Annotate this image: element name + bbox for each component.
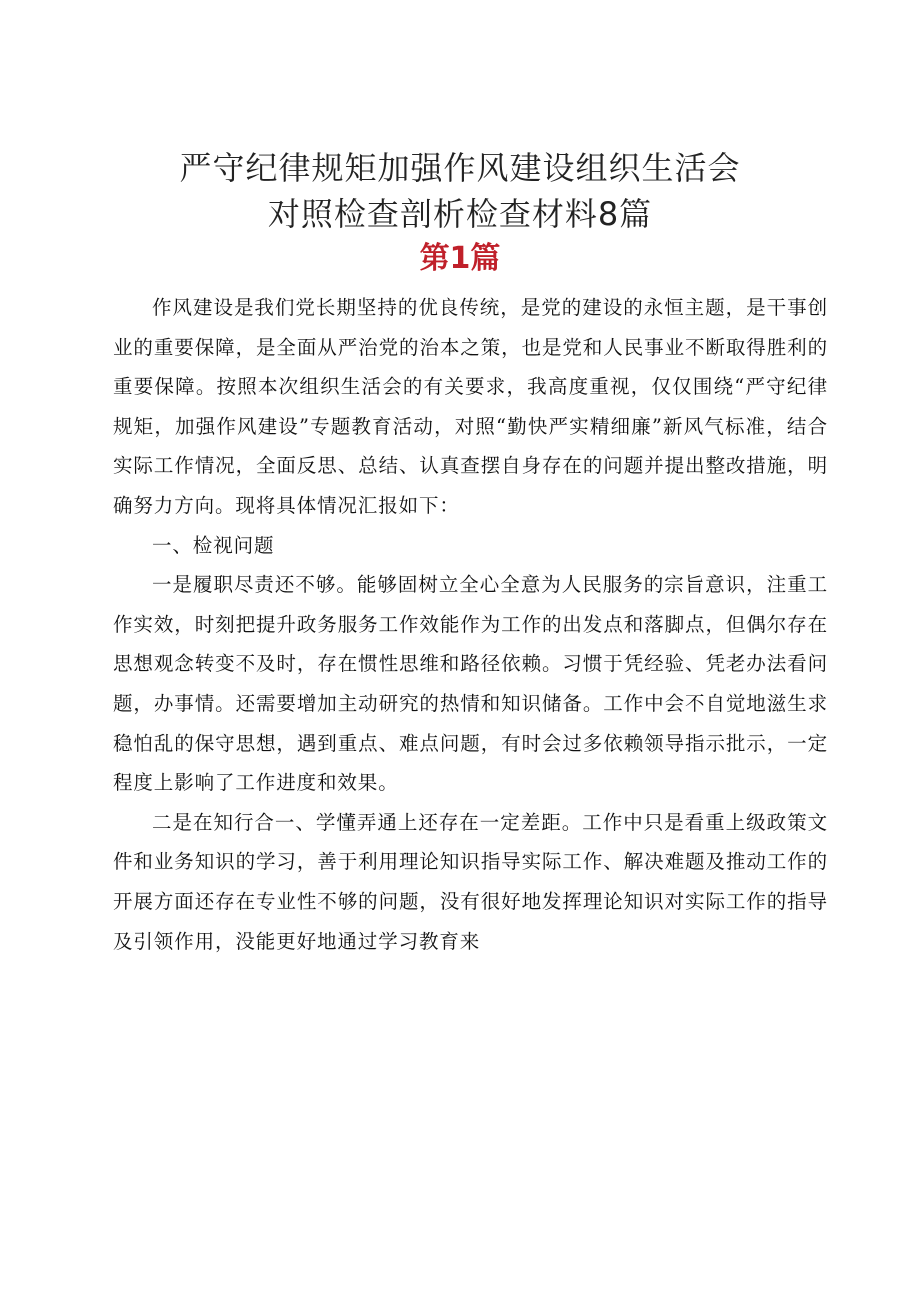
document-title-line-2: 对照检查剖析检查材料8篇: [267, 195, 653, 233]
section-heading: 一、检视问题: [152, 533, 275, 557]
paragraph-issue-1: 一是履职尽责还不够。能够固树立全心全意为人民服务的宗旨意识，注重工作实效，时刻把提升政务服务工作效能作为工作的出发点和落脚点，但偶尔存在思想观念转变不及时，存在惯性思维和路径依赖。习惯于凭经验、凭老办法看问题，办事情。还需要增加主动研究的热情和知识储备。工作中会不自觉地滋生求稳怕乱的保守思想，遇到重点、难点问题，有时会过多依赖领导指示批示，一定程度上影响了工作进度和效果。: [113, 573, 828, 795]
chapter-heading: 第1篇: [419, 241, 501, 276]
document-body: [113, 288, 828, 961]
paragraph-intro: 作风建设是我们党长期坚持的优良传统，是党的建设的永恒主题，是干事创业的重要保障，是全面从严治党的治本之策，也是党和人民事业不断取得胜利的重要保障。按照本次组织生活会的有关要求，我高度重视，仅仅围绕“严守纪律规矩，加强作风建设”专题教育活动，对照“勤快严实精细廉”新风气标准，结合实际工作情况，全面反思、总结、认真查摆自身存在的问题并提出整改措施，明确努力方向。现将具体情况汇报如下：: [113, 296, 828, 517]
paragraph-issue-2: 二是在知行合一、学懂弄通上还存在一定差距。工作中只是看重上级政策文件和业务知识的学习，善于利用理论知识指导实际工作、解决难题及推动工作的开展方面还存在专业性不够的问题，没有很好地发挥理论知识对实际工作的指导及引领作用，没能更好地通过学习教育来: [113, 810, 828, 953]
document-title-line-1: 严守纪律规矩加强作风建设组织生活会: [179, 149, 741, 187]
